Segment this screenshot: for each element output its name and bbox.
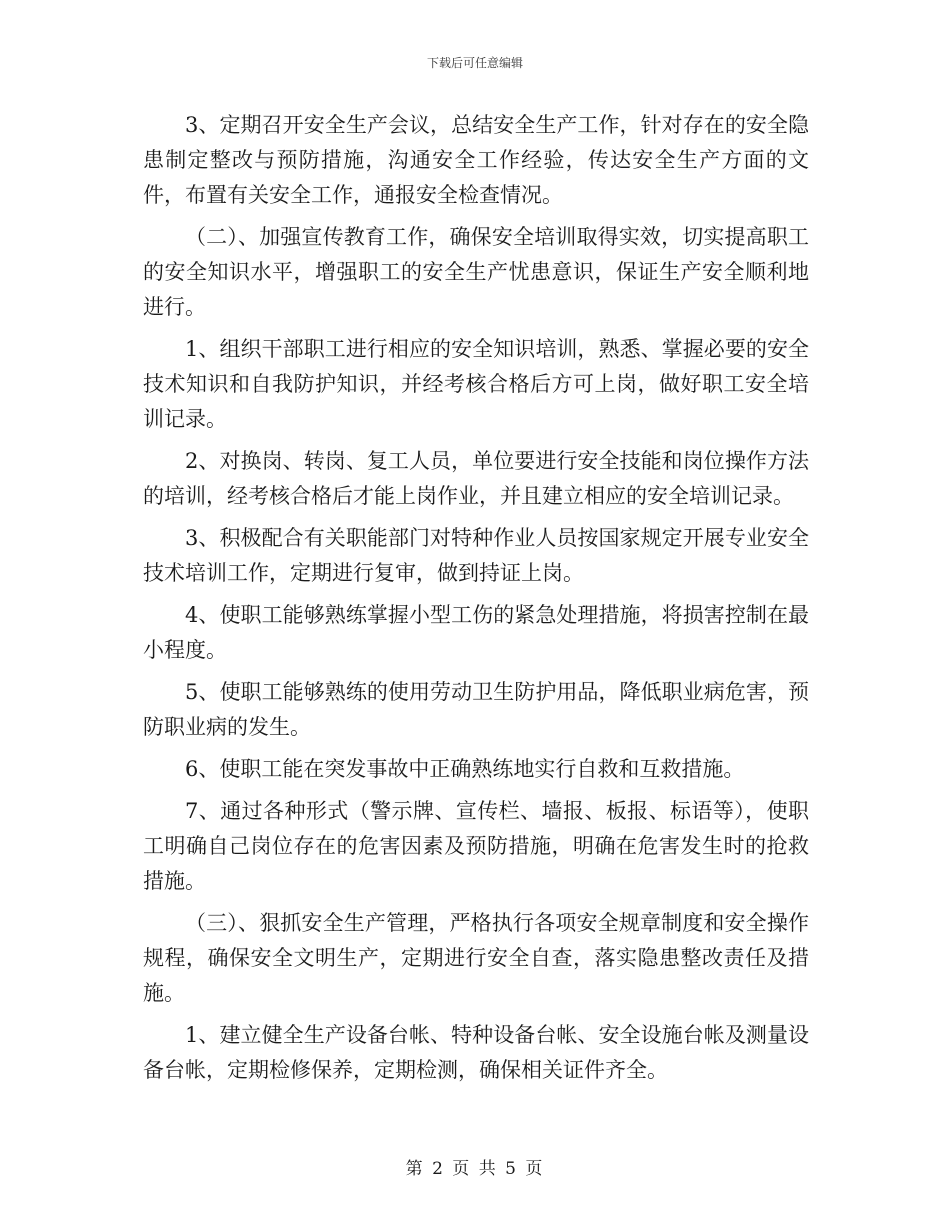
- document-body: [143, 108, 809, 1095]
- paragraph-section-2-education: （二）、加强宣传教育工作，确保安全培训取得实效，切实提高职工的安全知识水平，增强职工的安全生产忧患意识，保证生产安全顺利地进行。: [143, 225, 809, 319]
- paragraph-3-safety-meeting: 3、定期召开安全生产会议，总结安全生产工作，针对存在的安全隐患制定整改与预防措施，沟通安全工作经验，传达安全生产方面的文件，布置有关安全工作，通报安全检查情况。: [143, 113, 809, 207]
- paragraph-1-equipment-ledger: 1、建立健全生产设备台帐、特种设备台帐、安全设施台帐及测量设备台帐，定期检修保养，定期检测，确保相关证件齐全。: [143, 1023, 809, 1082]
- paragraph-4-injury-handling: 4、使职工能够熟练掌握小型工伤的紧急处理措施，将损害控制在最小程度。: [143, 603, 809, 662]
- paragraph-7-awareness-forms: 7、通过各种形式（警示牌、宣传栏、墙报、板报、标语等），使职工明确自己岗位存在的危害因素及预防措施，明确在危害发生时的抢救措施。: [143, 799, 809, 893]
- page-header-note: 下载后可任意编辑: [426, 56, 523, 70]
- paragraph-3-special-operations: 3、积极配合有关职能部门对特种作业人员按国家规定开展专业安全技术培训工作，定期进行复审，做到持证上岗。: [143, 526, 809, 585]
- page-number-footer: 第 2 页 共 5 页: [405, 1159, 545, 1179]
- paragraph-section-3-management: （三）、狠抓安全生产管理，严格执行各项安全规章制度和安全操作规程，确保安全文明生产，定期进行安全自查，落实隐患整改责任及措施。: [143, 911, 809, 1005]
- paragraph-6-self-rescue: 6、使职工能在突发事故中正确熟练地实行自救和互救措施。: [185, 757, 745, 781]
- paragraph-1-staff-training: 1、组织干部职工进行相应的安全知识培训，熟悉、掌握必要的安全技术知识和自我防护知识，并经考核合格后方可上岗，做好职工安全培训记录。: [143, 337, 809, 431]
- paragraph-2-job-change-training: 2、对换岗、转岗、复工人员，单位要进行安全技能和岗位操作方法的培训，经考核合格后才能上岗作业，并且建立相应的安全培训记录。: [143, 449, 809, 508]
- paragraph-5-protective-equipment: 5、使职工能够熟练的使用劳动卫生防护用品，降低职业病危害，预防职业病的发生。: [143, 680, 809, 739]
